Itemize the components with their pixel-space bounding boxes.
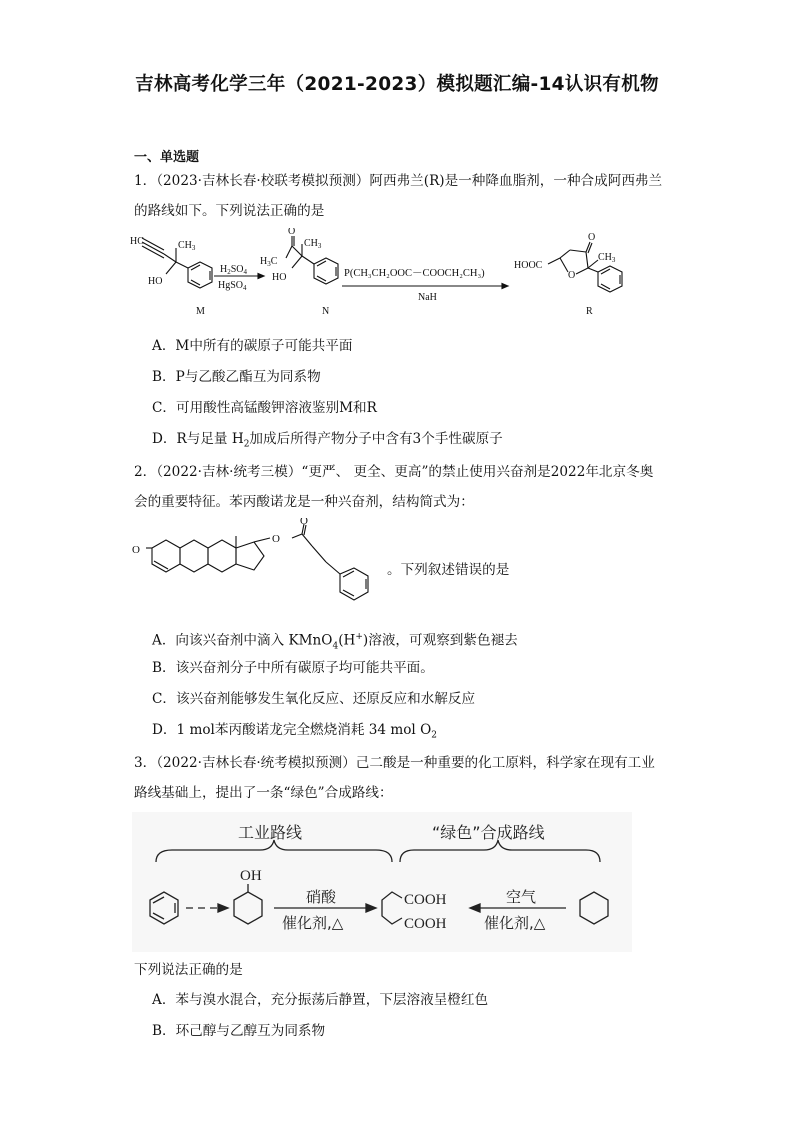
r-ketone-o: O	[588, 232, 596, 243]
q3-prompt: 下列说法正确的是	[134, 962, 243, 978]
n-ch3: $CH_3$	[304, 238, 322, 250]
q1-option-b[interactable]: B．P与乙酸乙酯互为同系物	[152, 369, 321, 385]
arrow1-reagent: 硝酸	[306, 888, 337, 906]
q2-option-b[interactable]: B．该兴奋剂分子中所有碳原子均可能共平面。	[152, 660, 434, 676]
n-h3c: $H_3C$	[260, 256, 278, 268]
q2-nandrolone-phenylpropionate-structure	[130, 518, 390, 614]
svg-text:O: O	[288, 228, 296, 237]
q2-option-a[interactable]: A．向该兴奋剂中滴入 KMnO$_4$(H+)溶液，可观察到紫色褪去	[152, 632, 518, 652]
q1-option-a[interactable]: A．M中所有的碳原子可能共平面	[152, 338, 353, 354]
industrial-route-label: 工业路线	[238, 823, 303, 842]
q3-stem-line1: 3．（2022·吉林长春·统考模拟预测）己二酸是一种重要的化工原料，科学家在现有工业	[134, 755, 655, 771]
reagent-nah: NaH	[418, 292, 437, 303]
q2-stem-line1: 2．（2022·吉林·统考三模）“更严、 更全、更高”的禁止使用兴奋剂是2022年北京冬奥	[134, 464, 654, 480]
oh-group: OH	[240, 868, 262, 884]
cooh-bottom: COOH	[404, 916, 447, 932]
section-heading: 一、单选题	[134, 150, 200, 165]
q2-ketone-o: O	[132, 544, 140, 556]
q2-option-c[interactable]: C．该兴奋剂能够发生氧化反应、还原反应和水解反应	[152, 691, 476, 707]
m-ch3: $CH_3$	[178, 240, 196, 252]
q1-stem-line2: 的路线如下。下列说法正确的是	[134, 203, 325, 219]
document-title: 吉林高考化学三年（2021-2023）模拟题汇编-14认识有机物	[135, 74, 659, 95]
arrow1-condition: 催化剂,△	[282, 914, 344, 932]
cooh-top: COOH	[404, 892, 447, 908]
q2-option-d[interactable]: D．1 mol苯丙酸诺龙完全燃烧消耗 34 mol $O_2$	[152, 722, 437, 741]
q2-carbonyl-o: O	[300, 518, 308, 527]
green-route-label: “绿色”合成路线	[432, 823, 545, 842]
q2-ester-o: O	[272, 533, 280, 545]
q1-option-c[interactable]: C．可用酸性高锰酸钾溶液鉴别M和R	[152, 400, 377, 416]
q3-adipic-acid-routes	[132, 812, 632, 952]
n-ho: HO	[272, 272, 287, 283]
reagent-hgso4: HgSO$_4$	[218, 280, 247, 292]
r-ch3: $CH_3$	[598, 252, 616, 264]
reagent-p: P(CH₃CH₂OOC－COOCH₂CH₃)	[344, 268, 485, 279]
q1-option-d[interactable]: D．R与足量 $H_2$加成后所得产物分子中含有3个手性碳原子	[152, 431, 503, 450]
r-hooc: HOOC	[514, 260, 543, 271]
compound-n-label: N	[322, 306, 330, 317]
r-ring-o: O	[568, 270, 576, 281]
q1-stem-line1: 1．（2023·吉林长春·校联考模拟预测）阿西弗兰(R)是一种降血脂剂，一种合成阿西弗兰	[134, 173, 663, 189]
q1-synthesis-scheme	[130, 228, 650, 322]
arrow2-reagent: 空气	[506, 888, 537, 906]
q2-stem-line2: 会的重要特征。苯丙酸诺龙是一种兴奋剂，结构简式为：	[134, 494, 474, 510]
m-ho: HO	[148, 276, 163, 287]
compound-r-label: R	[586, 306, 593, 317]
svg-text:HC: HC	[130, 236, 144, 247]
reagent-h2so4: $H_2SO_4$	[220, 264, 248, 276]
q3-stem-line2: 路线基础上，提出了一条“绿色”合成路线：	[134, 785, 393, 801]
q3-option-b[interactable]: B．环己醇与乙醇互为同系物	[152, 1023, 326, 1039]
q3-option-a[interactable]: A．苯与溴水混合，充分振荡后静置，下层溶液呈橙红色	[152, 992, 489, 1008]
compound-m-label: M	[196, 306, 205, 317]
q2-after-structure: 。下列叙述错误的是	[387, 562, 510, 578]
arrow2-condition: 催化剂,△	[484, 914, 546, 932]
